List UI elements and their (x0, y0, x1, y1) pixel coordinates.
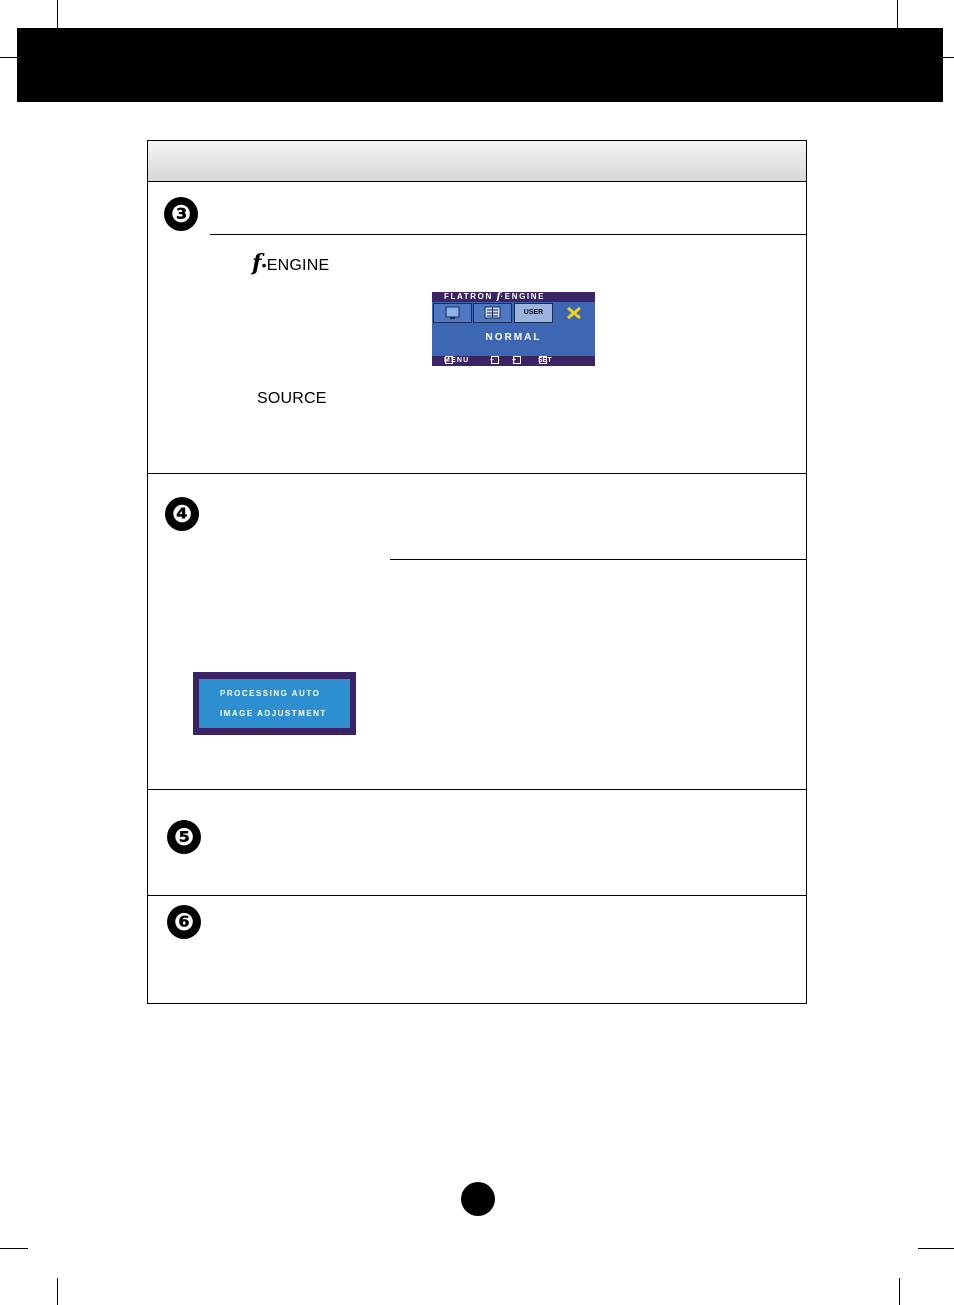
osd-movie-icon (433, 303, 472, 323)
page-number-circle (461, 1182, 495, 1216)
fengine-logo-f: f (252, 250, 262, 276)
panel-header-bar (148, 141, 806, 182)
content-panel (147, 140, 807, 1004)
plus-key-icon (513, 356, 521, 364)
source-label: SOURCE (257, 390, 327, 407)
section-divider (148, 473, 806, 474)
step-4-marker: ❹ (165, 497, 199, 531)
crop-mark (57, 1278, 58, 1305)
step-3-marker: ❸ (164, 197, 198, 231)
section-divider (148, 789, 806, 790)
underline-3 (210, 234, 807, 235)
crop-mark (899, 1278, 900, 1305)
osd-title-f: f (496, 292, 501, 302)
crop-mark (943, 57, 954, 58)
section-divider (148, 895, 806, 896)
osd-plus-label: + (512, 357, 517, 364)
osd-minus-label: – (490, 357, 494, 364)
processing-line-1: PROCESSING AUTO (220, 689, 321, 698)
processing-line-2: IMAGE ADJUSTMENT (220, 709, 327, 718)
step-5-marker: ❺ (167, 820, 201, 854)
osd-mode-label: NORMAL (485, 332, 542, 343)
osd-title-engine: ·ENGINE (500, 292, 546, 301)
crop-mark (57, 0, 58, 28)
crop-mark (0, 57, 17, 58)
underline-4 (390, 559, 807, 560)
set-key-icon (539, 356, 547, 364)
menu-key-icon (445, 356, 453, 364)
minus-key-icon (491, 356, 499, 364)
osd-menu-label: MENU (444, 357, 470, 364)
section-divider (148, 181, 806, 182)
crop-mark (918, 1248, 954, 1249)
osd-bottom-bar (432, 356, 595, 366)
fengine-label (252, 250, 329, 276)
fengine-dot: • (261, 257, 267, 273)
processing-osd (193, 672, 356, 735)
crop-mark (897, 0, 898, 28)
osd-text-icon (473, 303, 512, 323)
processing-osd-body (199, 679, 350, 728)
page-header-band (17, 28, 943, 102)
osd-exit-icon (566, 305, 582, 326)
osd-user-button: USER (514, 303, 553, 323)
osd-title-bar (432, 292, 595, 302)
osd-title-flatron: FLATRON (444, 292, 493, 301)
step-6-marker: ❻ (167, 905, 201, 939)
fengine-osd (432, 292, 595, 366)
crop-mark (0, 1248, 28, 1249)
fengine-text: ENGINE (266, 257, 330, 274)
osd-set-label: SET (538, 357, 552, 364)
